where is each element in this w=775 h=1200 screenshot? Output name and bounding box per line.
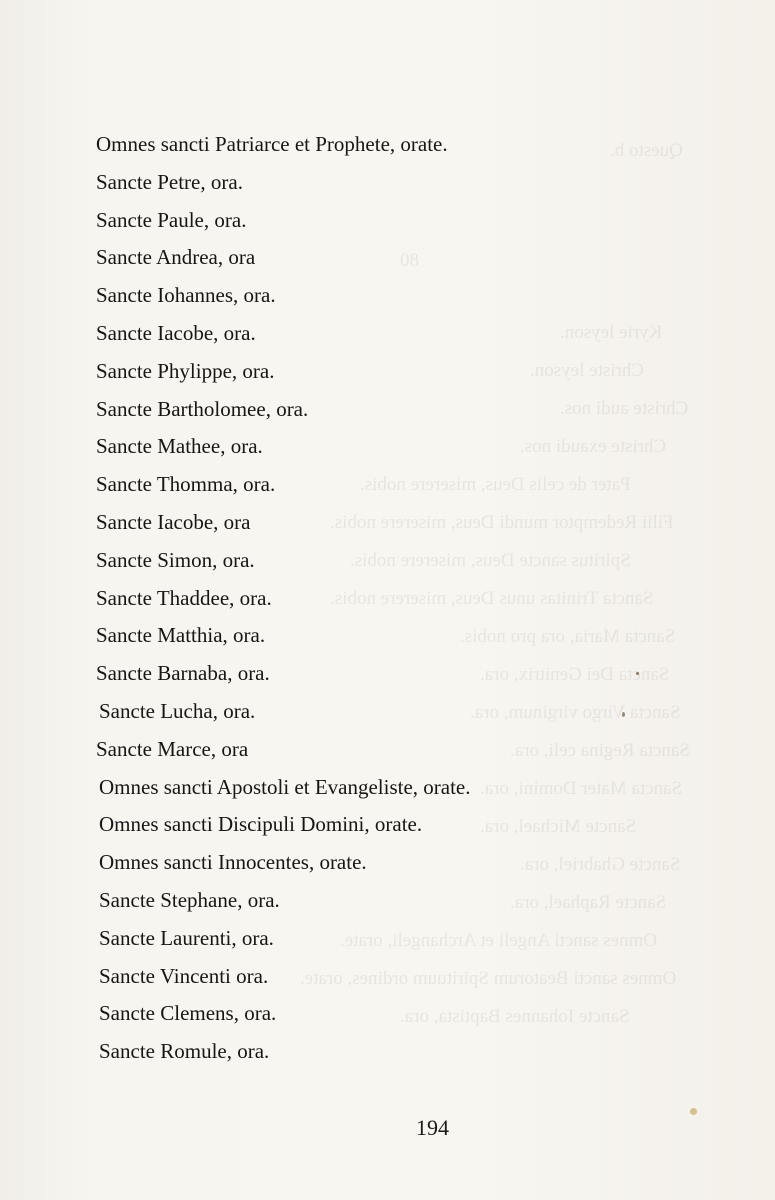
litany-line: Sancte Vincenti ora. (99, 963, 269, 988)
litany-line: Sancte Marce, ora (96, 736, 249, 761)
litany-line: Omnes sancti Innocentes, orate. (99, 850, 367, 875)
paper-speck (690, 1108, 697, 1115)
litany-line: Sancte Paule, ora. (96, 207, 247, 232)
litany-line: Sancte Iacobe, ora (96, 509, 251, 534)
litany-line: Sancte Thaddee, ora. (96, 585, 272, 610)
litany-line: Sancte Barnaba, ora. (96, 661, 270, 686)
litany-line: Sancte Iacobe, ora. (96, 320, 256, 345)
litany-line: Sancte Romule, ora. (99, 1039, 270, 1064)
litany-line: Sancte Simon, ora. (96, 547, 255, 572)
litany-line: Omnes sancti Apostoli et Evangeliste, orate. (99, 774, 471, 799)
litany-line: Sancte Petre, ora. (96, 169, 243, 194)
litany-line: Sancte Clemens, ora. (99, 1001, 277, 1026)
page-number: 194 (416, 1115, 449, 1140)
litany-line: Sancte Thomma, ora. (96, 472, 276, 497)
litany-line: Sancte Mathee, ora. (96, 434, 263, 459)
litany-line: Sancte Stephane, ora. (99, 887, 280, 912)
litany-line: Sancte Andrea, ora (96, 245, 256, 270)
litany-line: Omnes sancti Discipuli Domini, orate. (99, 812, 423, 837)
paper-speck (622, 712, 625, 717)
litany-line: Sancte Laurenti, ora. (99, 925, 274, 950)
litany-line: Omnes sancti Patriarce et Prophete, orate. (96, 132, 448, 156)
litany-line: Sancte Iohannes, ora. (96, 283, 276, 308)
litany-line: Sancte Lucha, ora. (99, 698, 256, 723)
paper-speck (636, 672, 639, 675)
litany-line: Sancte Phylippe, ora. (96, 358, 275, 383)
litany-text (96, 129, 736, 1074)
litany-line: Sancte Matthia, ora. (96, 623, 266, 648)
litany-line: Sancte Bartholomee, ora. (96, 396, 309, 421)
reverse-page-bleed-through: Questo b. 80 Kyrie leyson. Christe leyson. Christe audi nos. Christe exaudi nos. Pater de celis Deus, miserere nobis. Filii Redemptor mundi Deus, miserere nobis. Spiritus sancte Deus, miserere nobis. Sancta Trinitas unus Deus, miserere nobis. Sancta Maria, ora pro nobis. Sancta Dei Genitrix, ora. Sancta Virgo virginum, ora. Sancta Regina celi, ora. Sancta Mater Domini, ora. Sancte Michael, ora. Sancte Ghabriel, ora. Sancte Raphael, ora. Omnes sancti Angeli et Archangeli, orate. Omnes sancti Beatorum Spirituum ordines, orate. Sancte Iohannes Baptista, ora. (300, 140, 690, 1027)
